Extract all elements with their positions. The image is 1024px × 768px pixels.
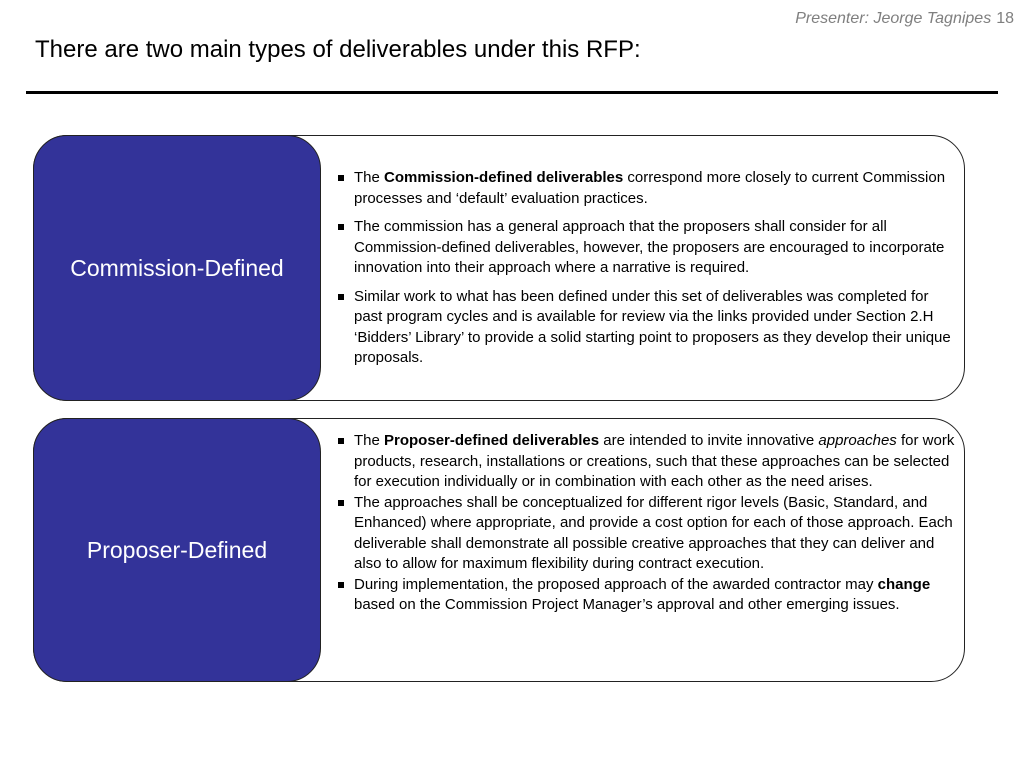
bullet-text-run: correspond more closely to current Commission processes and ‘default’ evaluation practices. xyxy=(354,169,946,207)
commission-defined-section xyxy=(33,135,965,401)
bullet-text-run: During implementation, the proposed approach of the awarded contractor may xyxy=(354,575,878,593)
proposer-defined-label-box xyxy=(33,418,321,682)
bullet-item xyxy=(336,431,956,493)
presenter-name: Presenter: Jeorge Tagnipes xyxy=(795,10,992,27)
commission-defined-label-box xyxy=(33,135,321,401)
slide-number: 18 xyxy=(996,10,1014,27)
title-divider xyxy=(26,91,998,94)
bullet-text-run: based on the Commission Project Manager’s approval and other emerging issues. xyxy=(354,596,900,613)
bullet-text-run: Similar work to what has been defined under this set of deliverables was completed for past program cycles and is available for review via the links provided under Section 2.H ‘Bidders’ Library’ to provide a solid starting point to proposers as they develop their unique proposals. xyxy=(354,287,951,366)
bullet-text-run: change xyxy=(877,575,931,593)
bullet-item xyxy=(336,575,956,616)
bullet-text-run: for work products, research, installations or creations, such that these approaches can be selected for execution individually or in combination with each other as the need arises. xyxy=(354,432,955,490)
commission-defined-bullets xyxy=(336,168,956,377)
bullet-text-run: Commission-defined deliverables xyxy=(384,169,624,186)
bullet-text-run: The commission has a general approach that the proposers shall consider for all Commission-defined deliverables, however, the proposers are encouraged to incorporate innovation into their approach where a narrative is required. xyxy=(354,218,945,276)
proposer-defined-bullets xyxy=(336,431,956,616)
bullet-text-run: The xyxy=(354,432,385,449)
slide-title: There are two main types of deliverables under this RFP: xyxy=(35,36,641,63)
proposer-defined-label: Proposer-Defined xyxy=(86,536,268,563)
bullet-text-run: The approaches shall be conceptualized for different rigor levels (Basic, Standard, and Enhanced) where appropriate, and provide a cost option for each of those approach. Each deliverable shall demonstrate all possible creative approaches that they can deliver and also to allow for maximum flexibility during contract execution. xyxy=(354,493,953,572)
bullet-item xyxy=(336,287,956,369)
bullet-text-run: approaches xyxy=(818,432,897,449)
presenter-info xyxy=(795,10,1014,28)
bullet-text-run: Proposer-defined deliverables xyxy=(384,432,600,449)
bullet-item xyxy=(336,217,956,279)
proposer-defined-section xyxy=(33,418,965,682)
bullet-item xyxy=(336,493,956,575)
bullet-item xyxy=(336,168,956,209)
bullet-text-run: The xyxy=(354,169,385,186)
commission-defined-label: Commission-Defined xyxy=(70,254,284,281)
bullet-text-run: are intended to invite innovative xyxy=(599,432,819,449)
